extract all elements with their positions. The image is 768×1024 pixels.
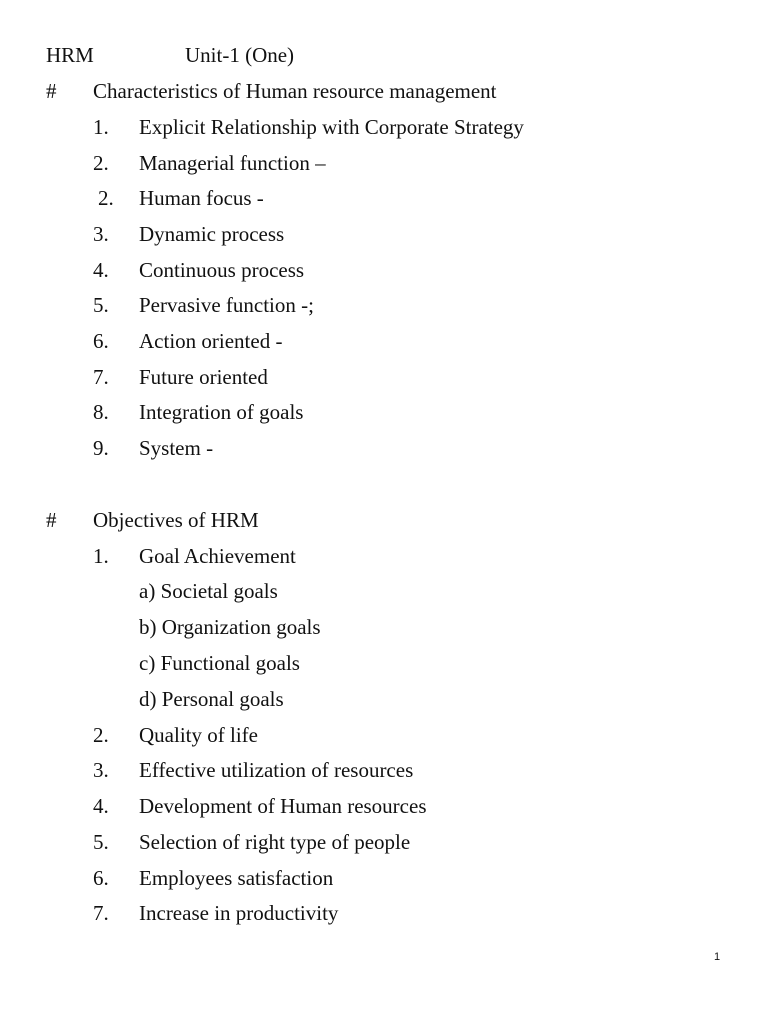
list-item: Selection of right type of people [139,830,411,854]
list-item-number: 5. [93,293,109,317]
list-item: Action oriented - [139,329,283,353]
list-item-number: 6. [93,329,109,353]
list-item-number: 7. [93,901,109,925]
list-item-number: 1. [93,544,109,568]
list-item: Quality of life [139,723,258,747]
list-item-number: 2. [98,186,114,210]
list-item-number: 8. [93,400,109,424]
list-item-number: 3. [93,222,109,246]
objectives-heading: Objectives of HRM [93,508,259,532]
page-number: 1 [714,951,721,963]
list-item: Managerial function – [139,151,326,175]
list-item-number: 3. [93,758,109,782]
list-item-number: 4. [93,794,109,818]
list-item-number: 7. [93,365,109,389]
list-item: System - [139,436,214,460]
list-item: Pervasive function -; [139,293,314,317]
list-item-number: 6. [93,866,109,890]
list-item: Integration of goals [139,400,304,424]
list-item-number: 4. [93,258,109,282]
list-item: Employees satisfaction [139,866,334,890]
list-item-number: 5. [93,830,109,854]
list-item: Increase in productivity [139,901,339,925]
section-marker: # [46,508,57,532]
list-item: Explicit Relationship with Corporate Strategy [139,115,524,139]
list-item-number: 9. [93,436,109,460]
list-item-number: 2. [93,151,109,175]
list-item: Development of Human resources [139,794,427,818]
section-marker: # [46,79,57,103]
sub-list-item: a) Societal goals [139,579,278,603]
characteristics-heading: Characteristics of Human resource management [93,79,497,103]
list-item-number: 1. [93,115,109,139]
sub-list-item: d) Personal goals [139,687,284,711]
sub-list-item: b) Organization goals [139,615,321,639]
sub-list-item: c) Functional goals [139,651,300,675]
list-item: Continuous process [139,258,305,282]
list-item: Goal Achievement [139,544,296,568]
unit-label: Unit-1 (One) [185,43,295,67]
subject-label: HRM [46,43,94,67]
list-item: Dynamic process [139,222,285,246]
list-item: Effective utilization of resources [139,758,414,782]
list-item-number: 2. [93,723,109,747]
list-item: Human focus - [139,186,264,210]
list-item: Future oriented [139,365,268,389]
